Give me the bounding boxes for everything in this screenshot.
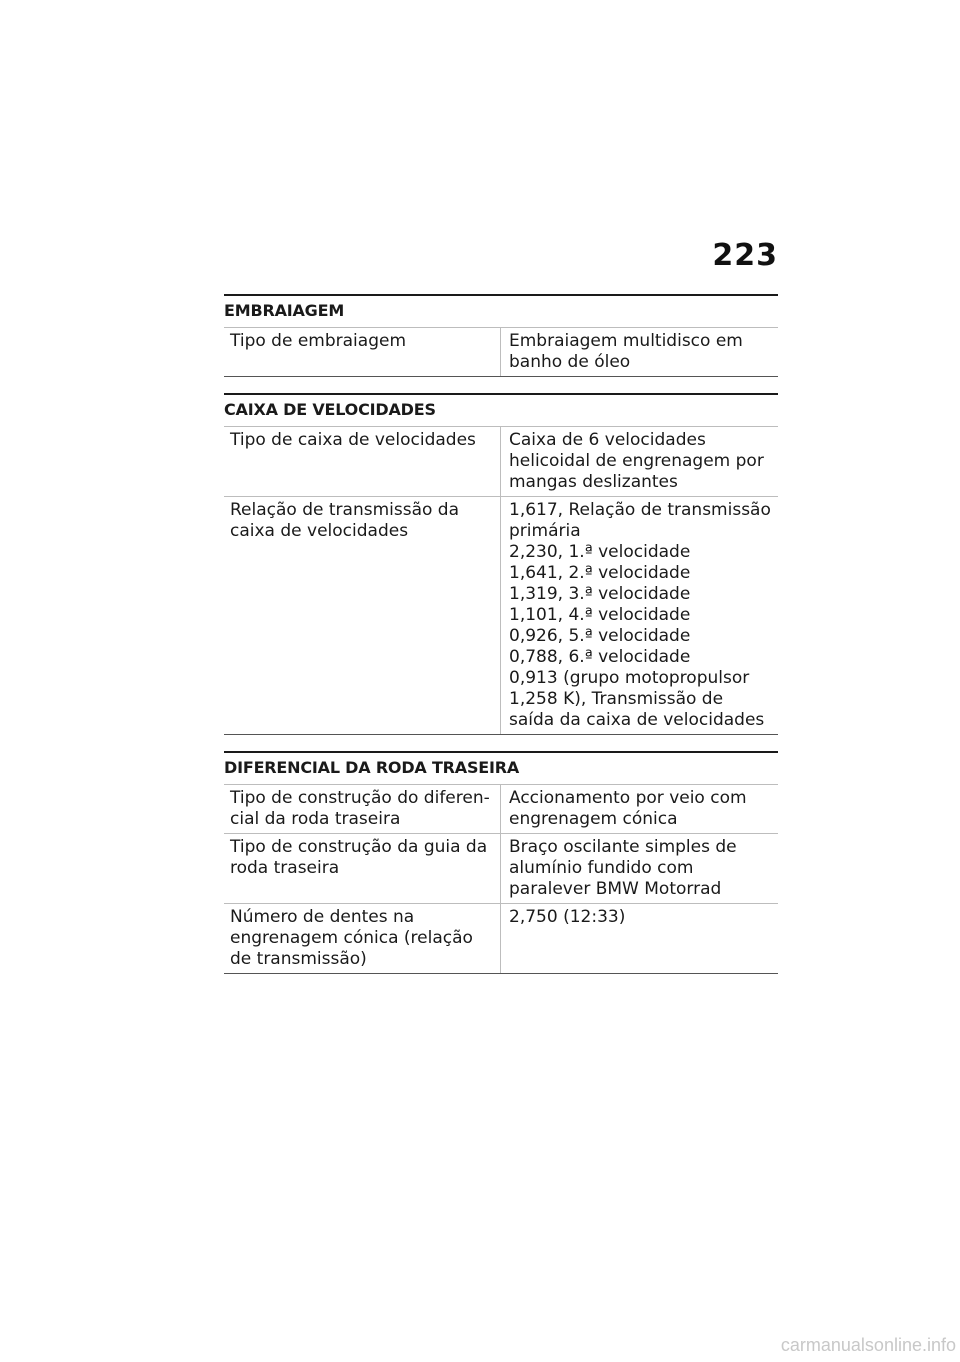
spec-value-differential-type: Accionamento por veio com engrenagem cónica xyxy=(501,785,779,834)
table-row xyxy=(224,328,778,377)
spec-label-wheel-guide: Tipo de construção da guia da roda traseira xyxy=(224,834,501,904)
section-title-differential: DIFERENCIAL DA RODA TRASEIRA xyxy=(224,758,520,777)
watermark: carmanualsonline.info xyxy=(780,1335,956,1355)
table-row xyxy=(224,427,778,497)
ratio-gear-5: 0,926, 5.ª velocidade xyxy=(509,626,691,646)
spec-content xyxy=(224,294,778,990)
section-differential xyxy=(224,751,778,974)
ratio-primary: 1,617, Relação de transmissão primária xyxy=(509,500,771,541)
section-clutch xyxy=(224,294,778,377)
table-row xyxy=(224,785,778,834)
ratio-gear-3: 1,319, 3.ª velocidade xyxy=(509,584,691,604)
ratio-gear-6: 0,788, 6.ª velocidade xyxy=(509,647,691,667)
table-row xyxy=(224,834,778,904)
spec-label-bevel-teeth: Número de dentes na engrenagem cónica (relação de transmissão) xyxy=(224,904,501,974)
section-title-clutch: EMBRAIAGEM xyxy=(224,301,345,320)
spec-label-gear-ratios: Relação de transmissão da caixa de velocidades xyxy=(224,497,501,735)
ratio-gear-2: 1,641, 2.ª velocidade xyxy=(509,563,691,583)
spec-label-differential-type: Tipo de construção do diferencial da roda traseira xyxy=(224,785,501,834)
ratio-gear-4: 1,101, 4.ª velocidade xyxy=(509,605,691,625)
gearbox-spec-table xyxy=(224,426,778,735)
ratio-gear-1: 2,230, 1.ª velocidade xyxy=(509,542,691,562)
spec-value-clutch-type: Embraiagem multidisco em banho de óleo xyxy=(501,328,779,377)
table-row xyxy=(224,497,778,735)
clutch-spec-table xyxy=(224,327,778,377)
spec-value-gearbox-type: Caixa de 6 velocidades helicoidal de engrenagem por mangas deslizantes xyxy=(501,427,779,497)
page-number: 223 xyxy=(712,238,778,273)
ratio-output: 0,913 (grupo motopropulsor 1,258 K), Transmissão de saída da caixa de velocidades xyxy=(509,668,765,730)
spec-label-clutch-type: Tipo de embraiagem xyxy=(224,328,501,377)
spec-value-gear-ratios xyxy=(501,497,779,735)
spec-value-bevel-teeth: 2,750 (12:33) xyxy=(501,904,779,974)
spec-label-gearbox-type: Tipo de caixa de velocidades xyxy=(224,427,501,497)
differential-spec-table xyxy=(224,784,778,974)
spec-value-wheel-guide: Braço oscilante simples de alumínio fundido com paralever BMW Motorrad xyxy=(501,834,779,904)
section-title-gearbox: CAIXA DE VELOCIDADES xyxy=(224,400,436,419)
table-row xyxy=(224,904,778,974)
section-gearbox xyxy=(224,393,778,735)
